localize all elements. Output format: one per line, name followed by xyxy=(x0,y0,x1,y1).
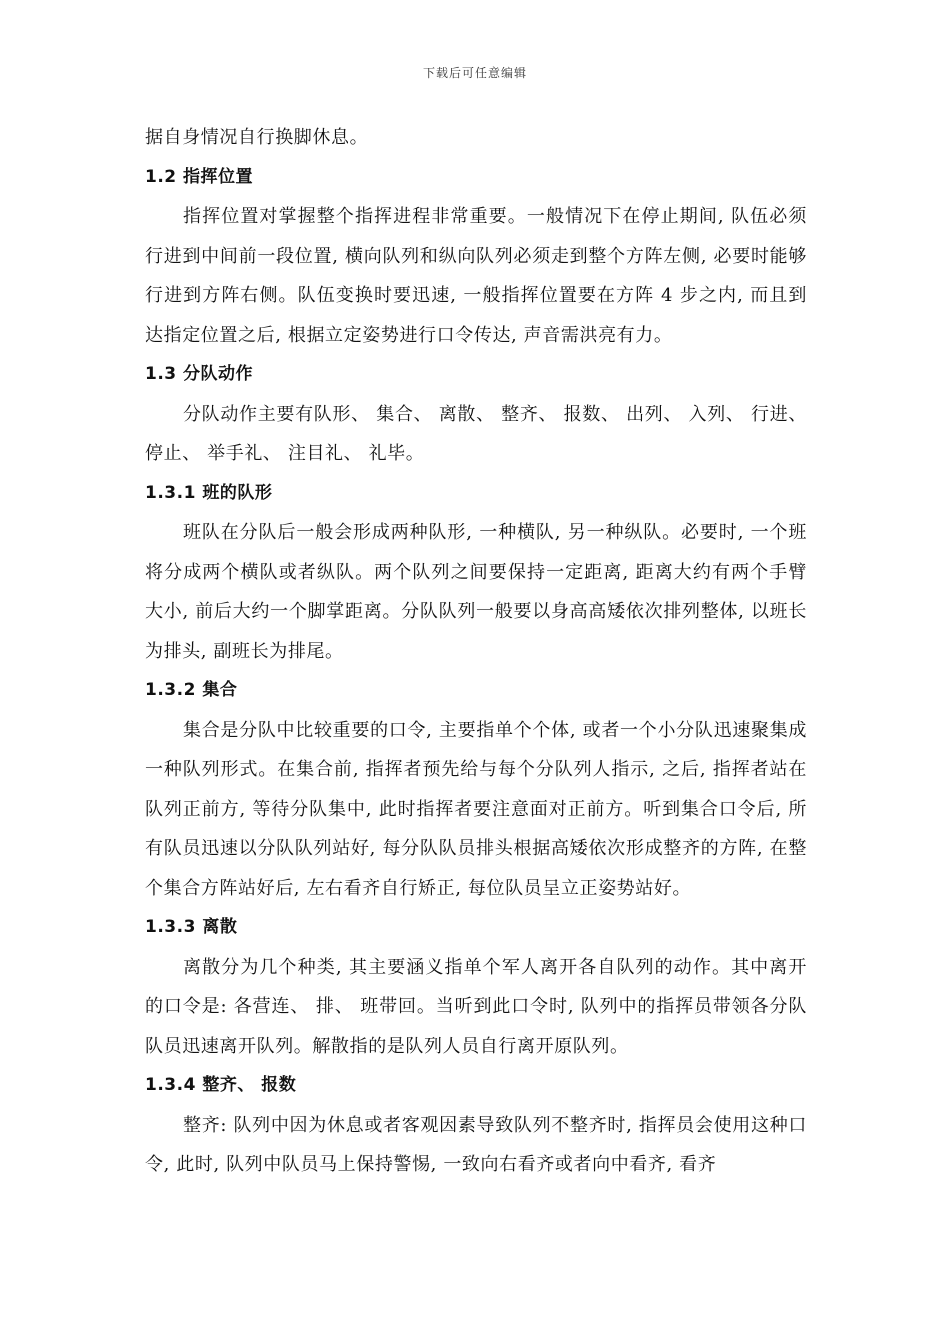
paragraph-continued: 据自身情况自行换脚休息。 xyxy=(145,127,369,148)
paragraph-dismissal: 离散分为几个种类, 其主要涵义指单个军人离开各自队列的动作。其中离开的口令是: 各营连、 排、 班带回。当听到此口令时, 队列中的指挥员带领各分队队员迅速离开队列。解散指的是队列人员自行离开原队列。 xyxy=(145,956,807,1057)
heading-1-3-1: 1.3.1 班的队形 xyxy=(145,482,273,503)
heading-1-3: 1.3 分队动作 xyxy=(145,364,254,384)
heading-1-3-2: 1.3.2 集合 xyxy=(145,680,238,700)
heading-1-3-3: 1.3.3 离散 xyxy=(145,917,238,937)
heading-1-2: 1.2 指挥位置 xyxy=(145,166,254,187)
heading-1-3-4: 1.3.4 整齐、 报数 xyxy=(145,1075,297,1095)
page-header-note: 下载后可任意编辑 xyxy=(422,66,527,80)
paragraph-squad-formation: 班队在分队后一般会形成两种队形, 一种横队, 另一种纵队。必要时, 一个班将分成两个横队或者纵队。两个队列之间要保持一定距离, 距离大约有两个手臂大小, 前后大约一个脚掌距离。分队队列一般要以身高高矮依次排列整体, 以班长为排头, 副班长为排尾。 xyxy=(145,522,807,662)
paragraph-assembly: 集合是分队中比较重要的口令, 主要指单个个体, 或者一个小分队迅速聚集成一种队列形式。在集合前, 指挥者预先给与每个分队列人指示, 之后, 指挥者站在队列正前方, 等待分队集中, 此时指挥者要注意面对正前方。听到集合口令后, 所有队员迅速以分队队列站好, 每分队队员排头根据高矮依次形成整齐的方阵, 在整个集合方阵站好后, 左右看齐自行矫正, 每位队员呈立正姿势站好。 xyxy=(145,719,807,899)
paragraph-alignment: 整齐: 队列中因为休息或者客观因素导致队列不整齐时, 指挥员会使用这种口令, 此时, 队列中队员马上保持警惕, 一致向右看齐或者向中看齐, 看齐 xyxy=(145,1114,807,1175)
paragraph-command-position: 指挥位置对掌握整个指挥进程非常重要。一般情况下在停止期间, 队伍必须行进到中间前一段位置, 横向队列和纵向队列必须走到整个方阵左侧, 必要时能够行进到方阵右侧。队伍变换时要迅速, 一般指挥位置要在方阵 4 步之内, 而且到达指定位置之后, 根据立定姿势进行口令传达, 声音需洪亮有力。 xyxy=(145,206,807,346)
paragraph-squad-actions: 分队动作主要有队形、 集合、 离散、 整齐、 报数、 出列、 入列、 行进、 停止、 举手礼、 注目礼、 礼毕。 xyxy=(145,403,807,464)
document-body xyxy=(145,118,807,1185)
